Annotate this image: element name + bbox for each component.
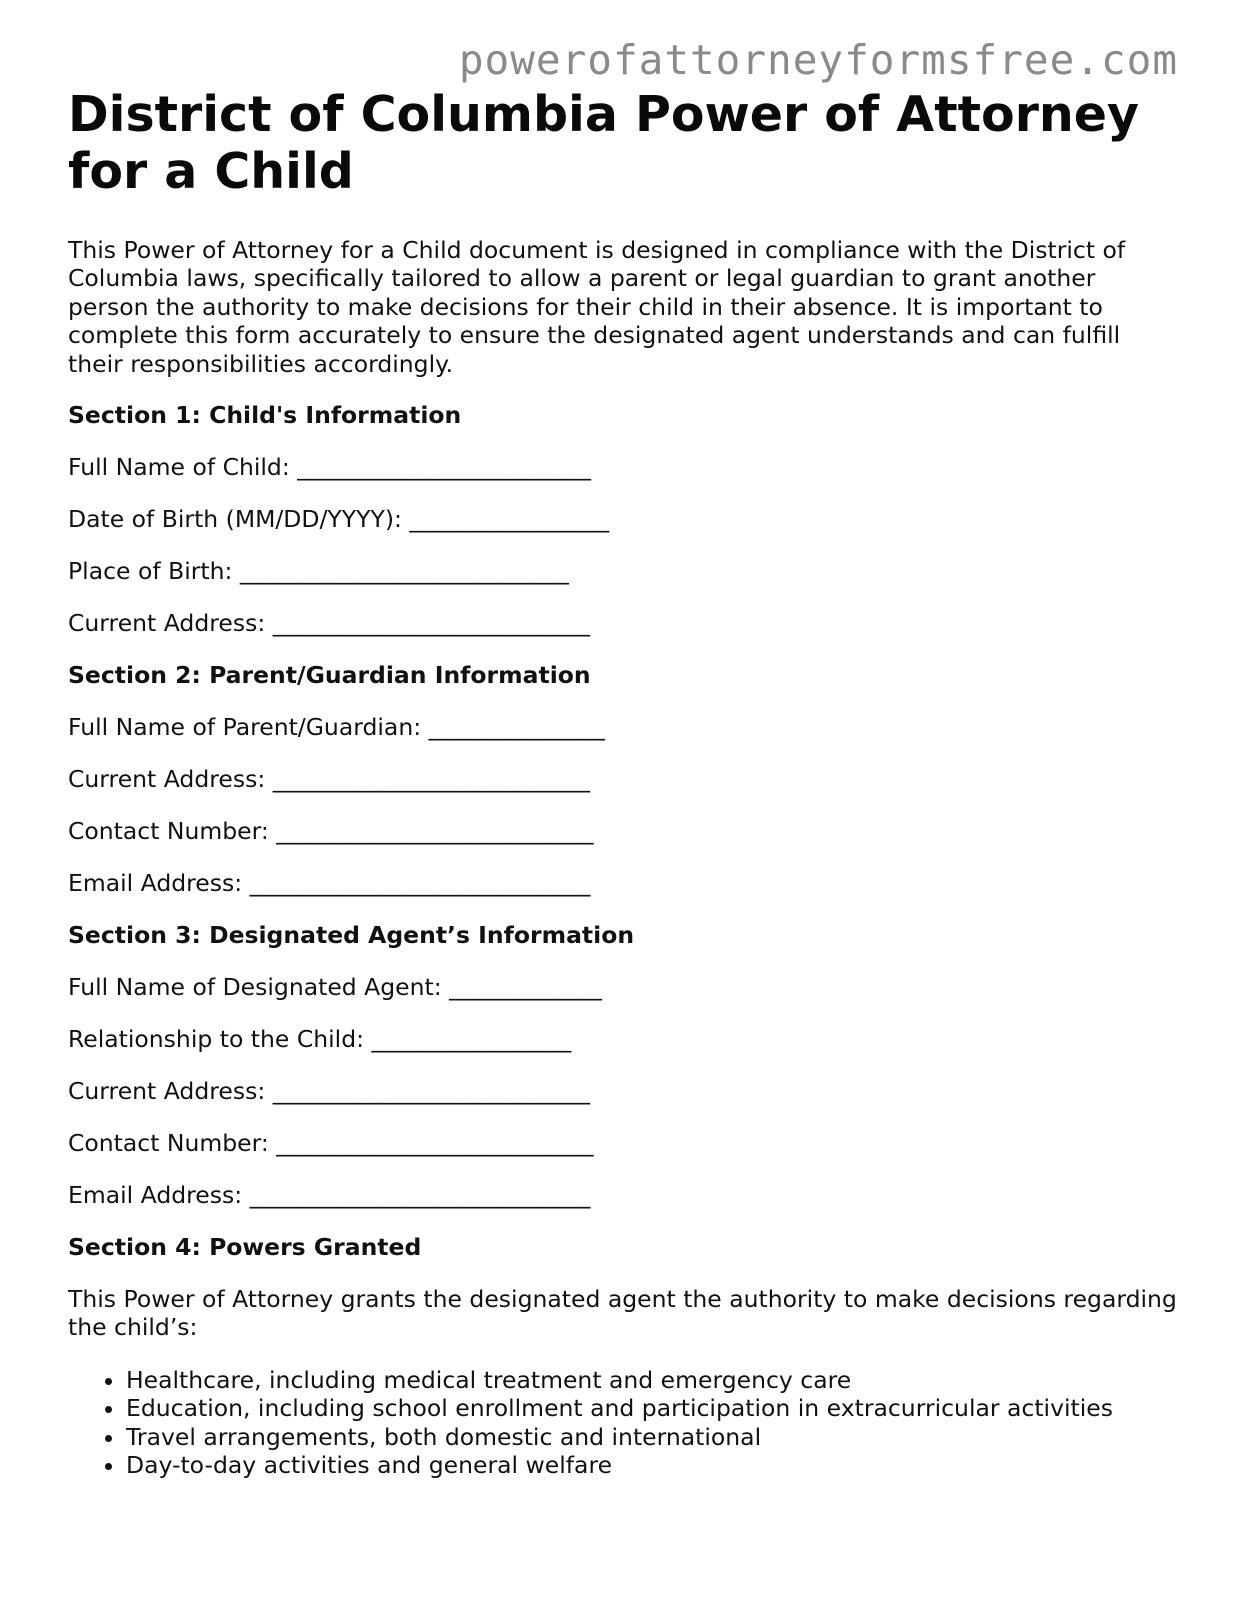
child-full-name-field: Full Name of Child: _________________________ [68, 453, 591, 482]
agent-current-address-field: Current Address: ___________________________ [68, 1077, 590, 1106]
powers-list-item: • Travel arrangements, both domestic and international [126, 1423, 1178, 1451]
document-page [68, 86, 1178, 1479]
document-title: District of Columbia Power of Attorney for a Child [68, 86, 1139, 200]
powers-list-item: • Education, including school enrollment and participation in extracurricular activities [126, 1394, 1178, 1422]
section-3-heading: Section 3: Designated Agent’s Information [68, 921, 635, 950]
agent-full-name-field: Full Name of Designated Agent: _____________ [68, 973, 602, 1002]
parent-contact-number-field: Contact Number: ___________________________ [68, 817, 594, 846]
child-place-of-birth-field: Place of Birth: ____________________________ [68, 557, 569, 586]
agent-contact-number-field: Contact Number: ___________________________ [68, 1129, 594, 1158]
powers-intro-paragraph: This Power of Attorney grants the designated agent the authority to make decisions regarding the child’s: [68, 1285, 1177, 1342]
intro-paragraph: This Power of Attorney for a Child document is designed in compliance with the District of Columbia laws, specifically tailored to allow a parent or legal guardian to grant another person the authority to make decisions for their child in their absence. It is important to complete this form accurately to ensure the designated agent understands and can fulfill their responsibilities accordingly. [68, 236, 1126, 378]
agent-email-field: Email Address: _____________________________ [68, 1181, 591, 1210]
powers-list [68, 1366, 1178, 1480]
parent-full-name-field: Full Name of Parent/Guardian: _______________ [68, 713, 605, 742]
powers-list-item: • Day-to-day activities and general welfare [126, 1451, 1178, 1479]
section-2-heading: Section 2: Parent/Guardian Information [68, 661, 591, 690]
child-current-address-field: Current Address: ___________________________ [68, 609, 590, 638]
parent-current-address-field: Current Address: ___________________________ [68, 765, 590, 794]
agent-relationship-field: Relationship to the Child: _________________ [68, 1025, 572, 1054]
powers-list-item: • Healthcare, including medical treatment and emergency care [126, 1366, 1178, 1394]
section-4-heading: Section 4: Powers Granted [68, 1233, 422, 1262]
child-date-of-birth-field: Date of Birth (MM/DD/YYYY): _________________ [68, 505, 610, 534]
watermark: powerofattorneyformsfree.com [458, 36, 1178, 84]
parent-email-field: Email Address: _____________________________ [68, 869, 591, 898]
section-1-heading: Section 1: Child's Information [68, 401, 462, 430]
